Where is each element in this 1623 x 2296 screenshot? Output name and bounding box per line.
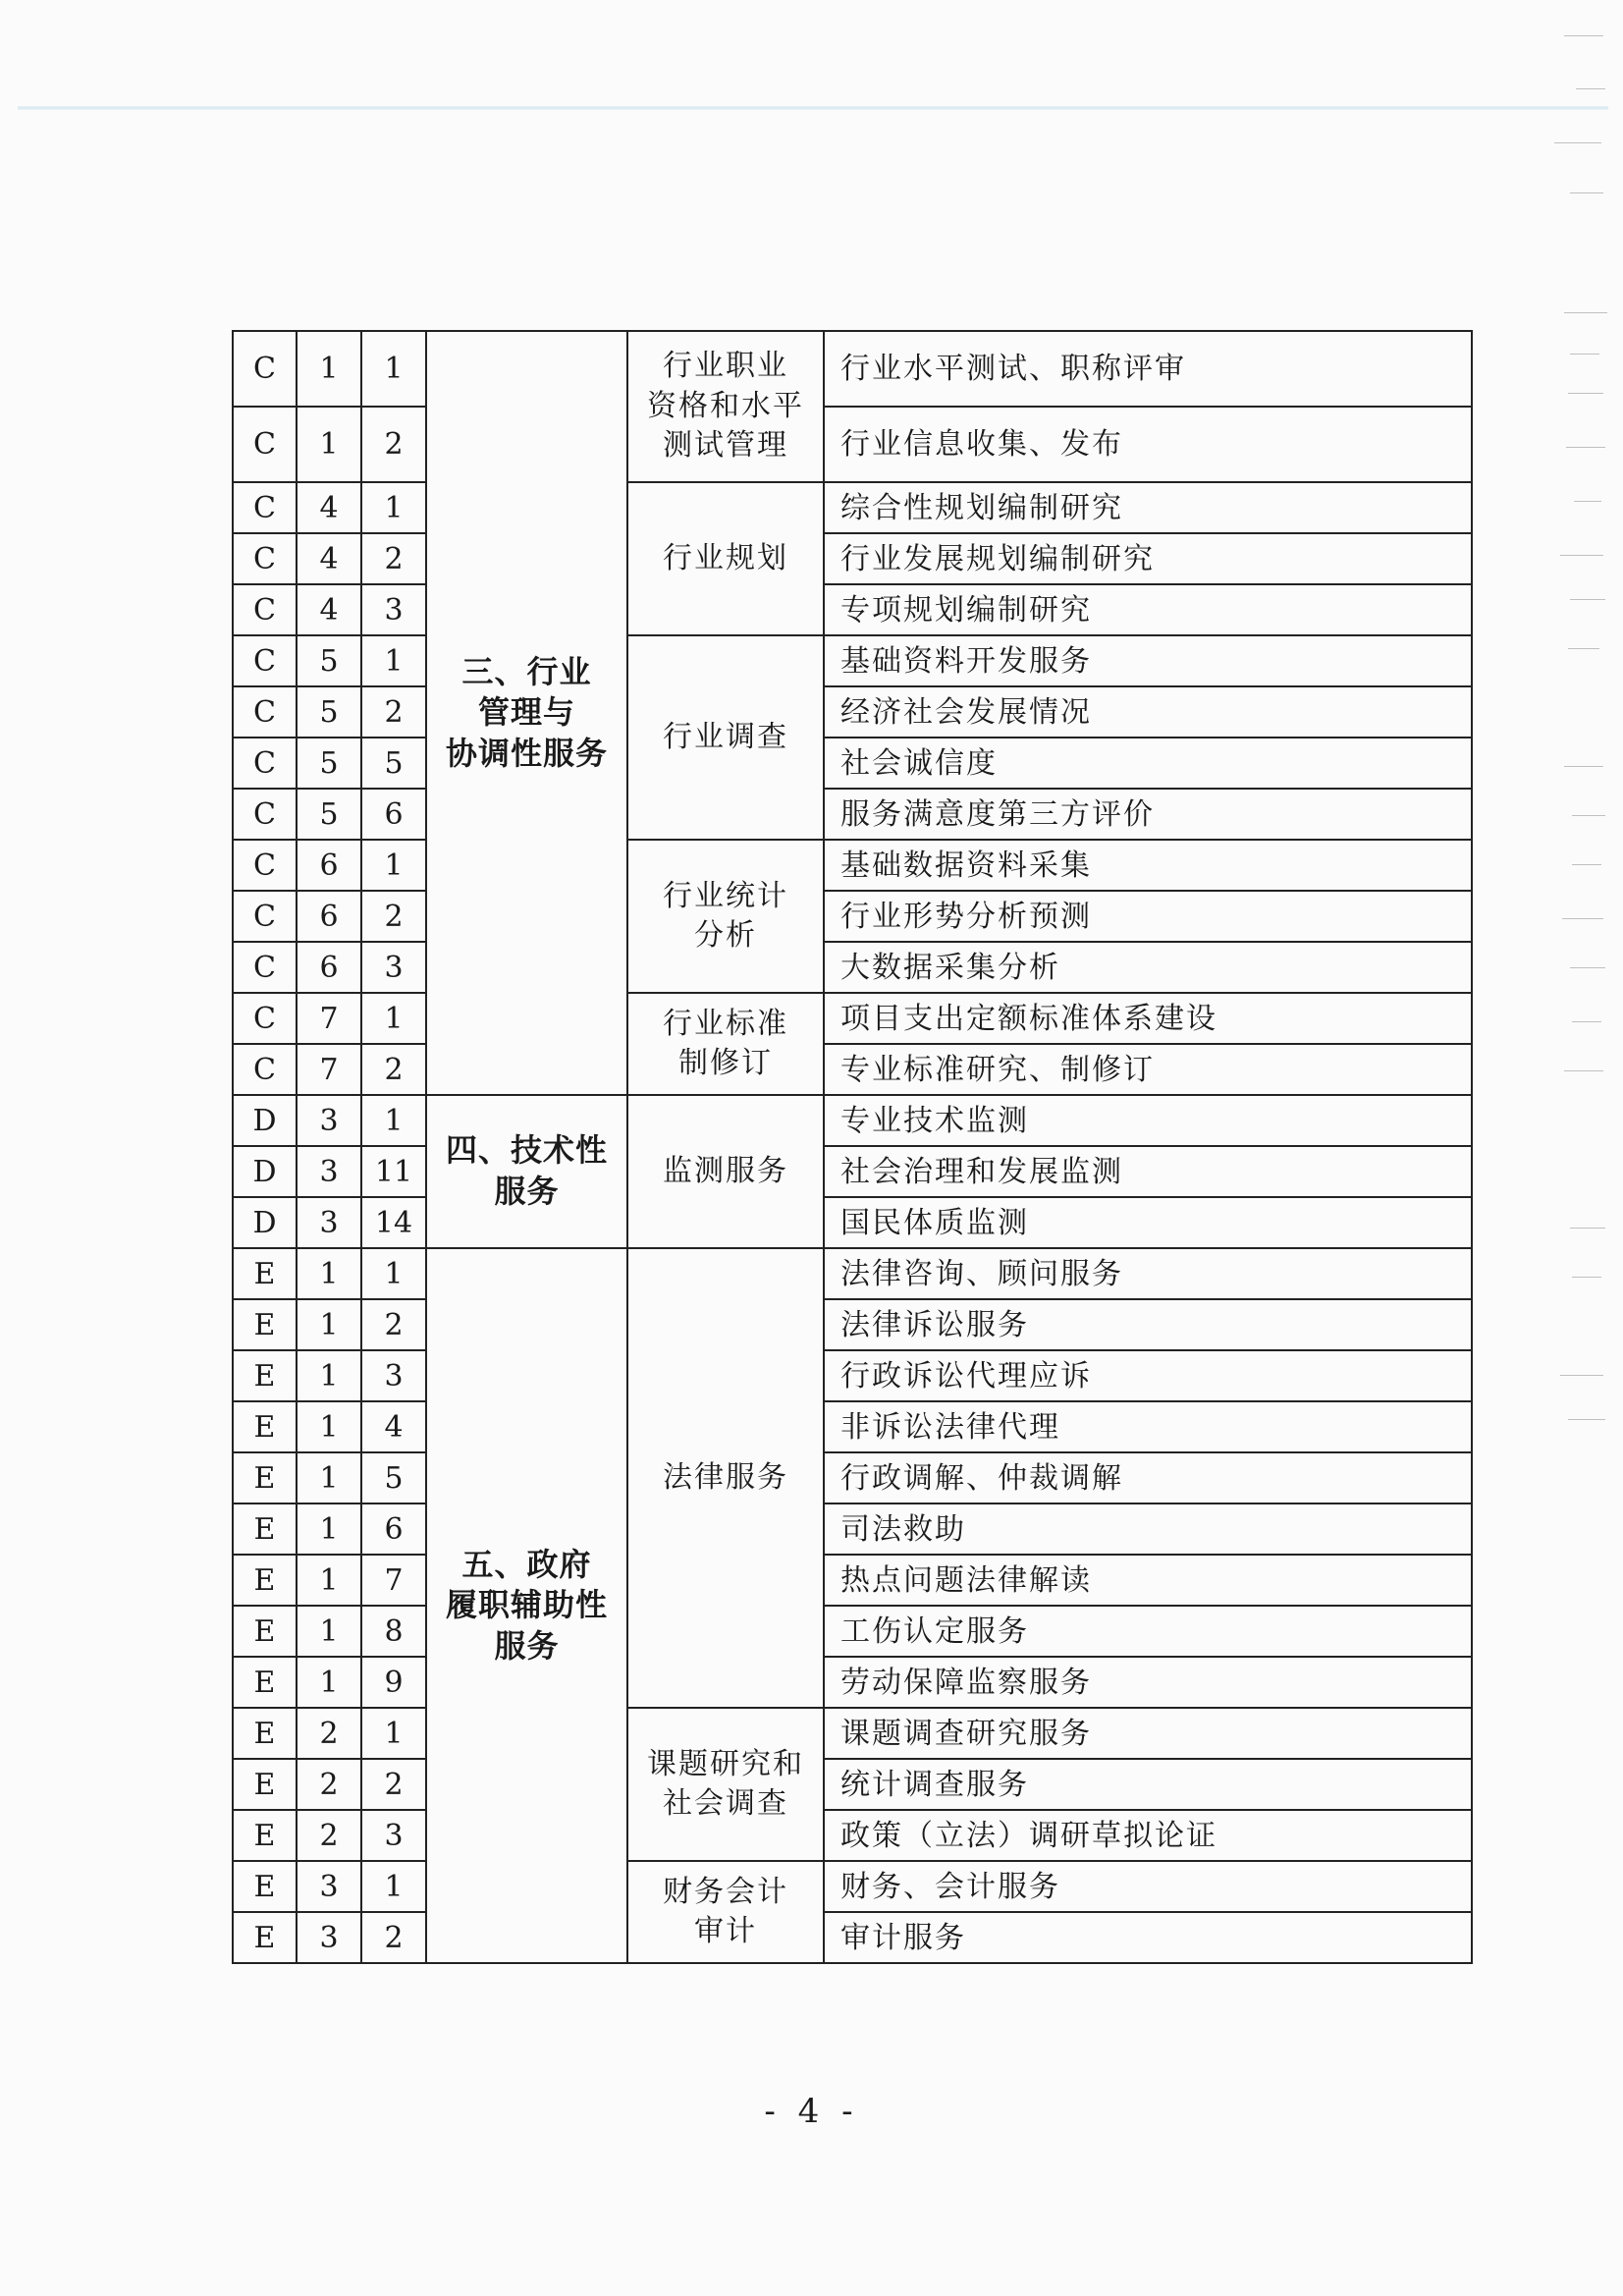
page-number: - 4 -	[764, 2092, 859, 2131]
code-level-1: E	[233, 1912, 297, 1963]
table-row	[233, 1606, 1472, 1657]
code-level-3: 6	[361, 1503, 426, 1555]
service-item: 大数据采集分析	[824, 942, 1472, 993]
code-level-2: 6	[297, 942, 361, 993]
table-row	[233, 1657, 1472, 1708]
service-item: 行业发展规划编制研究	[824, 533, 1472, 584]
code-level-3: 14	[361, 1197, 426, 1248]
code-level-1: C	[233, 686, 297, 738]
table-row	[233, 738, 1472, 789]
code-level-2: 4	[297, 584, 361, 635]
service-item: 经济社会发展情况	[824, 686, 1472, 738]
code-level-2: 1	[297, 1606, 361, 1657]
subcategory-legal-services: 法律服务	[627, 1248, 824, 1708]
code-level-1: E	[233, 1401, 297, 1452]
code-level-3: 2	[361, 1044, 426, 1095]
table-row	[233, 1299, 1472, 1350]
service-item: 基础数据资料采集	[824, 840, 1472, 891]
table-row	[233, 789, 1472, 840]
code-level-3: 7	[361, 1555, 426, 1606]
code-level-2: 3	[297, 1197, 361, 1248]
code-level-3: 1	[361, 331, 426, 407]
code-level-2: 2	[297, 1810, 361, 1861]
service-item: 服务满意度第三方评价	[824, 789, 1472, 840]
service-item: 审计服务	[824, 1912, 1472, 1963]
service-item: 项目支出定额标准体系建设	[824, 993, 1472, 1044]
table-row	[233, 1810, 1472, 1861]
code-level-1: C	[233, 789, 297, 840]
service-item: 政策（立法）调研草拟论证	[824, 1810, 1472, 1861]
table-row	[233, 1044, 1472, 1095]
table-row	[233, 840, 1472, 891]
table-row	[233, 635, 1472, 686]
subcategory-industry-statistics: 行业统计 分析	[627, 840, 824, 993]
subcategory-industry-standards: 行业标准 制修订	[627, 993, 824, 1095]
code-level-2: 1	[297, 1299, 361, 1350]
table-row	[233, 533, 1472, 584]
table-row	[233, 1452, 1472, 1503]
code-level-1: C	[233, 635, 297, 686]
code-level-1: E	[233, 1503, 297, 1555]
service-item: 专项规划编制研究	[824, 584, 1472, 635]
service-item: 统计调查服务	[824, 1759, 1472, 1810]
table-row	[233, 942, 1472, 993]
service-item: 行政调解、仲裁调解	[824, 1452, 1472, 1503]
subcategory-monitoring: 监测服务	[627, 1095, 824, 1248]
code-level-3: 3	[361, 1350, 426, 1401]
code-level-3: 1	[361, 1248, 426, 1299]
table-row	[233, 1912, 1472, 1963]
scan-artifact-line	[18, 106, 1608, 110]
code-level-1: C	[233, 584, 297, 635]
code-level-1: D	[233, 1095, 297, 1146]
service-item: 行业形势分析预测	[824, 891, 1472, 942]
code-level-2: 7	[297, 993, 361, 1044]
code-level-3: 8	[361, 1606, 426, 1657]
code-level-1: E	[233, 1248, 297, 1299]
service-item: 行业信息收集、发布	[824, 407, 1472, 482]
code-level-1: E	[233, 1861, 297, 1912]
table-row	[233, 993, 1472, 1044]
table-row	[233, 1401, 1472, 1452]
table-row	[233, 1350, 1472, 1401]
service-item: 专业标准研究、制修订	[824, 1044, 1472, 1095]
code-level-1: E	[233, 1350, 297, 1401]
code-level-3: 4	[361, 1401, 426, 1452]
code-level-3: 2	[361, 1912, 426, 1963]
service-catalog-table	[232, 330, 1473, 1964]
code-level-2: 1	[297, 407, 361, 482]
code-level-2: 5	[297, 686, 361, 738]
category-industry-management: 三、行业 管理与 协调性服务	[426, 331, 627, 1095]
code-level-1: D	[233, 1146, 297, 1197]
code-level-2: 1	[297, 331, 361, 407]
code-level-3: 2	[361, 891, 426, 942]
code-level-3: 2	[361, 1299, 426, 1350]
code-level-2: 5	[297, 789, 361, 840]
service-item: 基础资料开发服务	[824, 635, 1472, 686]
subcategory-financial-audit: 财务会计 审计	[627, 1861, 824, 1963]
table-row	[233, 1146, 1472, 1197]
code-level-2: 1	[297, 1452, 361, 1503]
service-item: 法律咨询、顾问服务	[824, 1248, 1472, 1299]
category-technical-services: 四、技术性 服务	[426, 1095, 627, 1248]
service-item: 行业水平测试、职称评审	[824, 331, 1472, 407]
code-level-1: E	[233, 1606, 297, 1657]
table-row	[233, 407, 1472, 482]
code-level-3: 2	[361, 407, 426, 482]
code-level-2: 6	[297, 891, 361, 942]
code-level-3: 1	[361, 1861, 426, 1912]
code-level-1: C	[233, 942, 297, 993]
code-level-1: E	[233, 1708, 297, 1759]
category-government-support: 五、政府 履职辅助性 服务	[426, 1248, 627, 1963]
table-row	[233, 331, 1472, 407]
code-level-2: 6	[297, 840, 361, 891]
code-level-1: E	[233, 1555, 297, 1606]
code-level-1: C	[233, 840, 297, 891]
code-level-1: E	[233, 1452, 297, 1503]
code-level-2: 1	[297, 1555, 361, 1606]
code-level-3: 1	[361, 1708, 426, 1759]
service-item: 社会诚信度	[824, 738, 1472, 789]
table-row	[233, 1197, 1472, 1248]
service-item: 法律诉讼服务	[824, 1299, 1472, 1350]
table-row	[233, 1708, 1472, 1759]
code-level-1: C	[233, 1044, 297, 1095]
subcategory-qualification-testing: 行业职业 资格和水平 测试管理	[627, 331, 824, 482]
code-level-1: E	[233, 1810, 297, 1861]
code-level-3: 11	[361, 1146, 426, 1197]
code-level-3: 2	[361, 686, 426, 738]
code-level-3: 1	[361, 1095, 426, 1146]
table-row	[233, 482, 1472, 533]
code-level-3: 5	[361, 738, 426, 789]
table-row	[233, 1555, 1472, 1606]
code-level-1: D	[233, 1197, 297, 1248]
code-level-1: C	[233, 482, 297, 533]
code-level-3: 3	[361, 1810, 426, 1861]
code-level-1: C	[233, 738, 297, 789]
service-item: 专业技术监测	[824, 1095, 1472, 1146]
service-item: 司法救助	[824, 1503, 1472, 1555]
service-item: 热点问题法律解读	[824, 1555, 1472, 1606]
service-item: 非诉讼法律代理	[824, 1401, 1472, 1452]
code-level-3: 1	[361, 482, 426, 533]
table-row	[233, 1503, 1472, 1555]
code-level-2: 2	[297, 1759, 361, 1810]
code-level-3: 5	[361, 1452, 426, 1503]
code-level-3: 1	[361, 993, 426, 1044]
code-level-1: E	[233, 1759, 297, 1810]
code-level-3: 1	[361, 635, 426, 686]
code-level-2: 1	[297, 1350, 361, 1401]
code-level-3: 3	[361, 584, 426, 635]
code-level-3: 6	[361, 789, 426, 840]
code-level-3: 1	[361, 840, 426, 891]
code-level-2: 3	[297, 1861, 361, 1912]
code-level-2: 1	[297, 1401, 361, 1452]
code-level-2: 3	[297, 1912, 361, 1963]
table-row	[233, 1095, 1472, 1146]
subcategory-industry-survey: 行业调查	[627, 635, 824, 840]
code-level-2: 4	[297, 482, 361, 533]
code-level-1: E	[233, 1299, 297, 1350]
code-level-1: C	[233, 993, 297, 1044]
table-row	[233, 1861, 1472, 1912]
table-row	[233, 891, 1472, 942]
code-level-2: 1	[297, 1503, 361, 1555]
code-level-3: 9	[361, 1657, 426, 1708]
code-level-2: 3	[297, 1095, 361, 1146]
code-level-2: 3	[297, 1146, 361, 1197]
table-row	[233, 686, 1472, 738]
code-level-2: 1	[297, 1657, 361, 1708]
code-level-1: C	[233, 331, 297, 407]
code-level-3: 2	[361, 1759, 426, 1810]
code-level-1: E	[233, 1657, 297, 1708]
service-item: 财务、会计服务	[824, 1861, 1472, 1912]
service-item: 行政诉讼代理应诉	[824, 1350, 1472, 1401]
subcategory-industry-planning: 行业规划	[627, 482, 824, 635]
code-level-2: 5	[297, 635, 361, 686]
scan-margin-marks	[1544, 0, 1623, 1424]
service-item: 综合性规划编制研究	[824, 482, 1472, 533]
code-level-1: C	[233, 891, 297, 942]
code-level-3: 3	[361, 942, 426, 993]
subcategory-research-survey: 课题研究和 社会调查	[627, 1708, 824, 1861]
table-row	[233, 1248, 1472, 1299]
service-item: 工伤认定服务	[824, 1606, 1472, 1657]
service-item: 国民体质监测	[824, 1197, 1472, 1248]
code-level-2: 4	[297, 533, 361, 584]
code-level-2: 1	[297, 1248, 361, 1299]
code-level-1: C	[233, 533, 297, 584]
table-row	[233, 584, 1472, 635]
code-level-3: 2	[361, 533, 426, 584]
code-level-2: 2	[297, 1708, 361, 1759]
code-level-2: 7	[297, 1044, 361, 1095]
code-level-2: 5	[297, 738, 361, 789]
service-item: 社会治理和发展监测	[824, 1146, 1472, 1197]
table-row	[233, 1759, 1472, 1810]
service-item: 课题调查研究服务	[824, 1708, 1472, 1759]
code-level-1: C	[233, 407, 297, 482]
service-item: 劳动保障监察服务	[824, 1657, 1472, 1708]
